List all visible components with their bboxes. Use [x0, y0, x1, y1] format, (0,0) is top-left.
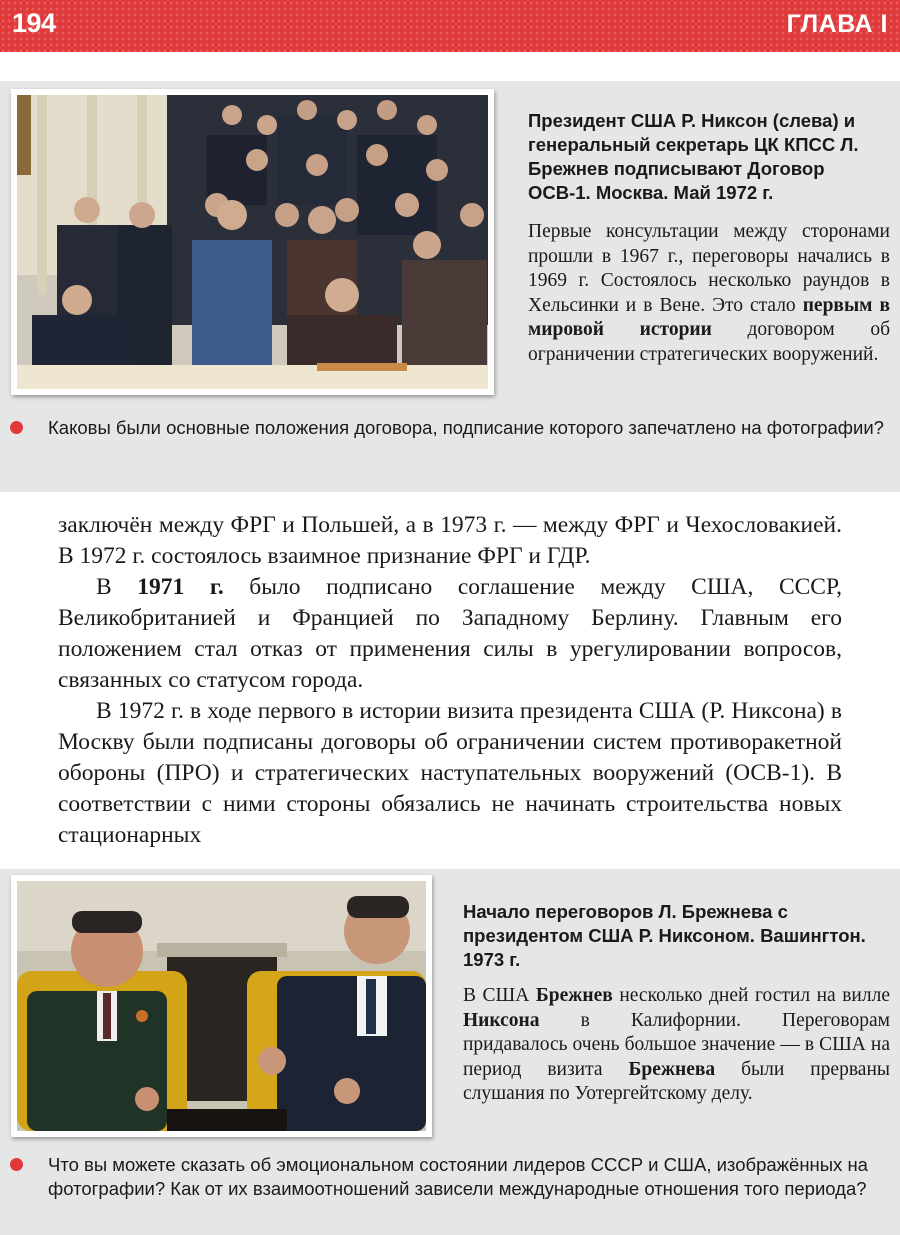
caption-text-part: Первые консультации между сторонами прошли в 1967 г., переговоры начались в 1969 г. Состоялось несколько раундов в Хельсинки и в Вене. Это стало: [528, 221, 890, 316]
caption-bold-name: Брежнева: [628, 1058, 716, 1080]
figure2-question: Что вы можете сказать об эмоциональном состоянии лидеров СССР и США, изображённых на фотографии? Как от их взаимоотношений зависели международные отношения того периода?: [48, 1154, 868, 1199]
question-bullet-icon: [10, 421, 23, 434]
question-bullet-icon: [10, 1158, 23, 1171]
caption-bold-name: Никсона: [463, 1009, 540, 1031]
main-text: [58, 510, 842, 851]
caption-bold-text: первым в мировой истории: [528, 294, 890, 340]
text-part: В: [96, 574, 138, 600]
caption-bold-name: Брежнев: [535, 985, 613, 1006]
chapter-title: ГЛАВА I: [786, 10, 888, 38]
caption-text-part: несколько дней гостил на вилле: [612, 985, 890, 1006]
figure1-question: Каковы были основные положения договора, подписание которого запечатлено на фотографии?: [48, 417, 884, 438]
caption-text-part: в Калифорнии. Переговорам придавалось очень большое значение — в США на период визита: [463, 1009, 890, 1080]
text-part: было подписано соглашение между США, СССР, Великобританией и Францией по Западному Берлину. Главным его положением стал отказ от применения силы в урегулировании вопросов, связанных со статусом города.: [58, 574, 842, 693]
page-number: 194: [12, 8, 56, 38]
bold-date: 1971 г.: [137, 574, 224, 600]
caption-text-part: В США: [463, 985, 536, 1006]
paragraph: В 1972 г. в ходе первого в истории визита президента США (Р. Никсона) в Москву были подписаны договоры об ограничении систем противоракетной обороны (ПРО) и стратегических наступательных вооружений (ОСВ-1). В соответствии с ними стороны обязались не начинать строительства новых стационарных: [58, 698, 842, 848]
photo-image: [17, 881, 426, 1131]
photo-negotiations: [11, 875, 432, 1137]
figure2-caption-title: Начало переговоров Л. Брежнева с президентом США Р. Никсоном. Вашингтон. 1973 г.: [463, 901, 866, 970]
figure1-caption-text: [528, 220, 890, 367]
photo-image: [17, 95, 488, 389]
figure1-caption-title: Президент США Р. Никсон (слева) и генеральный секретарь ЦК КПСС Л. Брежнев подписывают Договор ОСВ-1. Москва. Май 1972 г.: [528, 110, 859, 203]
figure2-caption-text: [463, 984, 890, 1107]
caption-text-part: были прерваны слушания по Уотергейтскому делу.: [463, 1058, 890, 1104]
figure-panel-2: [0, 869, 900, 1235]
paragraph: заключён между ФРГ и Польшей, а в 1973 г. — между ФРГ и Чехословакией. В 1972 г. состоялось взаимное признание ФРГ и ГДР.: [58, 512, 842, 569]
caption-text-part: договором об ограничении стратегических вооружений.: [528, 319, 890, 365]
figure-panel-1: [0, 81, 900, 492]
photo-treaty-signing: [11, 89, 494, 395]
page-header: [0, 0, 900, 52]
paragraph: [58, 572, 842, 696]
